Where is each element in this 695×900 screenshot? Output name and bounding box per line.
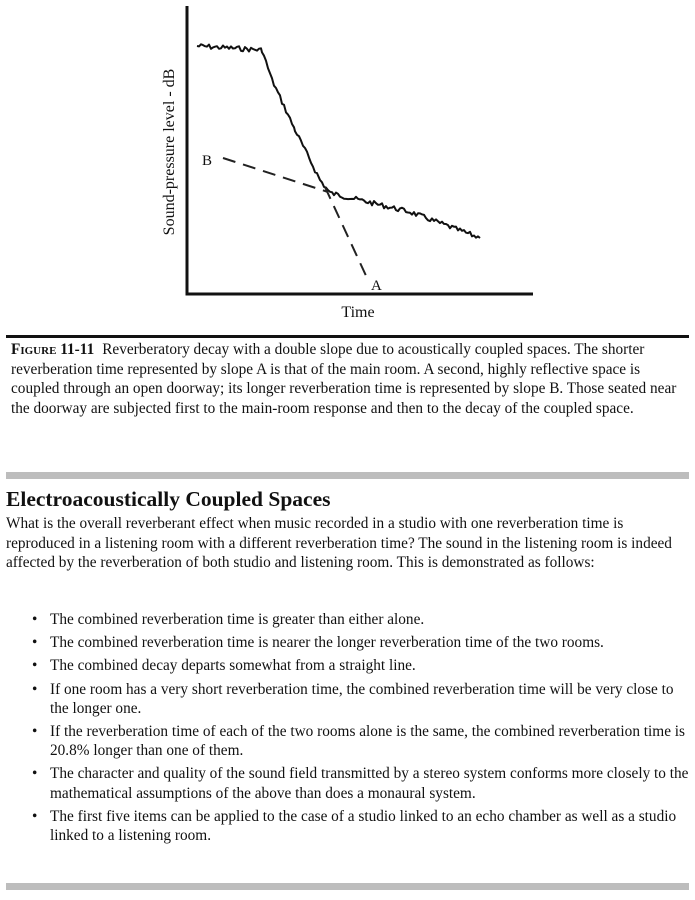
list-item: • The combined reverberation time is greater than either alone. [6, 610, 690, 629]
list-item: • The character and quality of the sound field transmitted by a stereo system conforms more closely to the mathematical assumptions of the above than does a monaural system. [6, 764, 690, 802]
list-item: • If one room has a very short reverberation time, the combined reverberation time will be very close to the longer one. [6, 680, 690, 718]
section-divider-bottom [6, 883, 689, 890]
slope-b-line [223, 158, 328, 192]
intro-paragraph: What is the overall reverberant effect when music recorded in a studio with one reverberation time is reproduced in a listening room with a different reverberation time? The sound in the listening room is indeed affected by the reverberation of both studio and listening room. This is demonstrated as follows: [6, 515, 672, 571]
section-divider-top [6, 472, 689, 479]
y-axis-label: Sound-pressure level - dB [161, 68, 178, 236]
decay-curve [197, 44, 480, 238]
caption-top-rule [6, 335, 689, 338]
decay-figure [150, 0, 550, 330]
section-heading: Electroacoustically Coupled Spaces [6, 487, 331, 511]
list-item: • The combined reverberation time is nearer the longer reverberation time of the two rooms. [6, 633, 690, 652]
bullet-list [6, 610, 690, 849]
list-item: • The combined decay departs somewhat from a straight line. [6, 656, 690, 675]
x-axis-label: Time [341, 304, 375, 321]
list-item: • The first five items can be applied to the case of a studio linked to an echo chamber as well as a studio linked to a listening room. [6, 807, 690, 845]
slope-a-label: A [371, 278, 382, 294]
caption-label: Figure 11-11 [11, 341, 95, 358]
figure-caption [11, 340, 689, 418]
list-item: • If the reverberation time of each of the two rooms alone is the same, the combined reverberation time is 20.8% longer than one of them. [6, 722, 690, 760]
slope-a-line [325, 187, 368, 280]
caption-text: Reverberatory decay with a double slope due to acoustically coupled spaces. The shorter reverberation time represented by slope A is that of the main room. A second, highly reflective space is coupled through an open doorway; its longer reverberation time is represented by slope B. Those seated near the doorway are subjected first to the main-room response and then to the decay of the coupled space. [11, 341, 677, 417]
slope-b-label: B [202, 153, 213, 169]
